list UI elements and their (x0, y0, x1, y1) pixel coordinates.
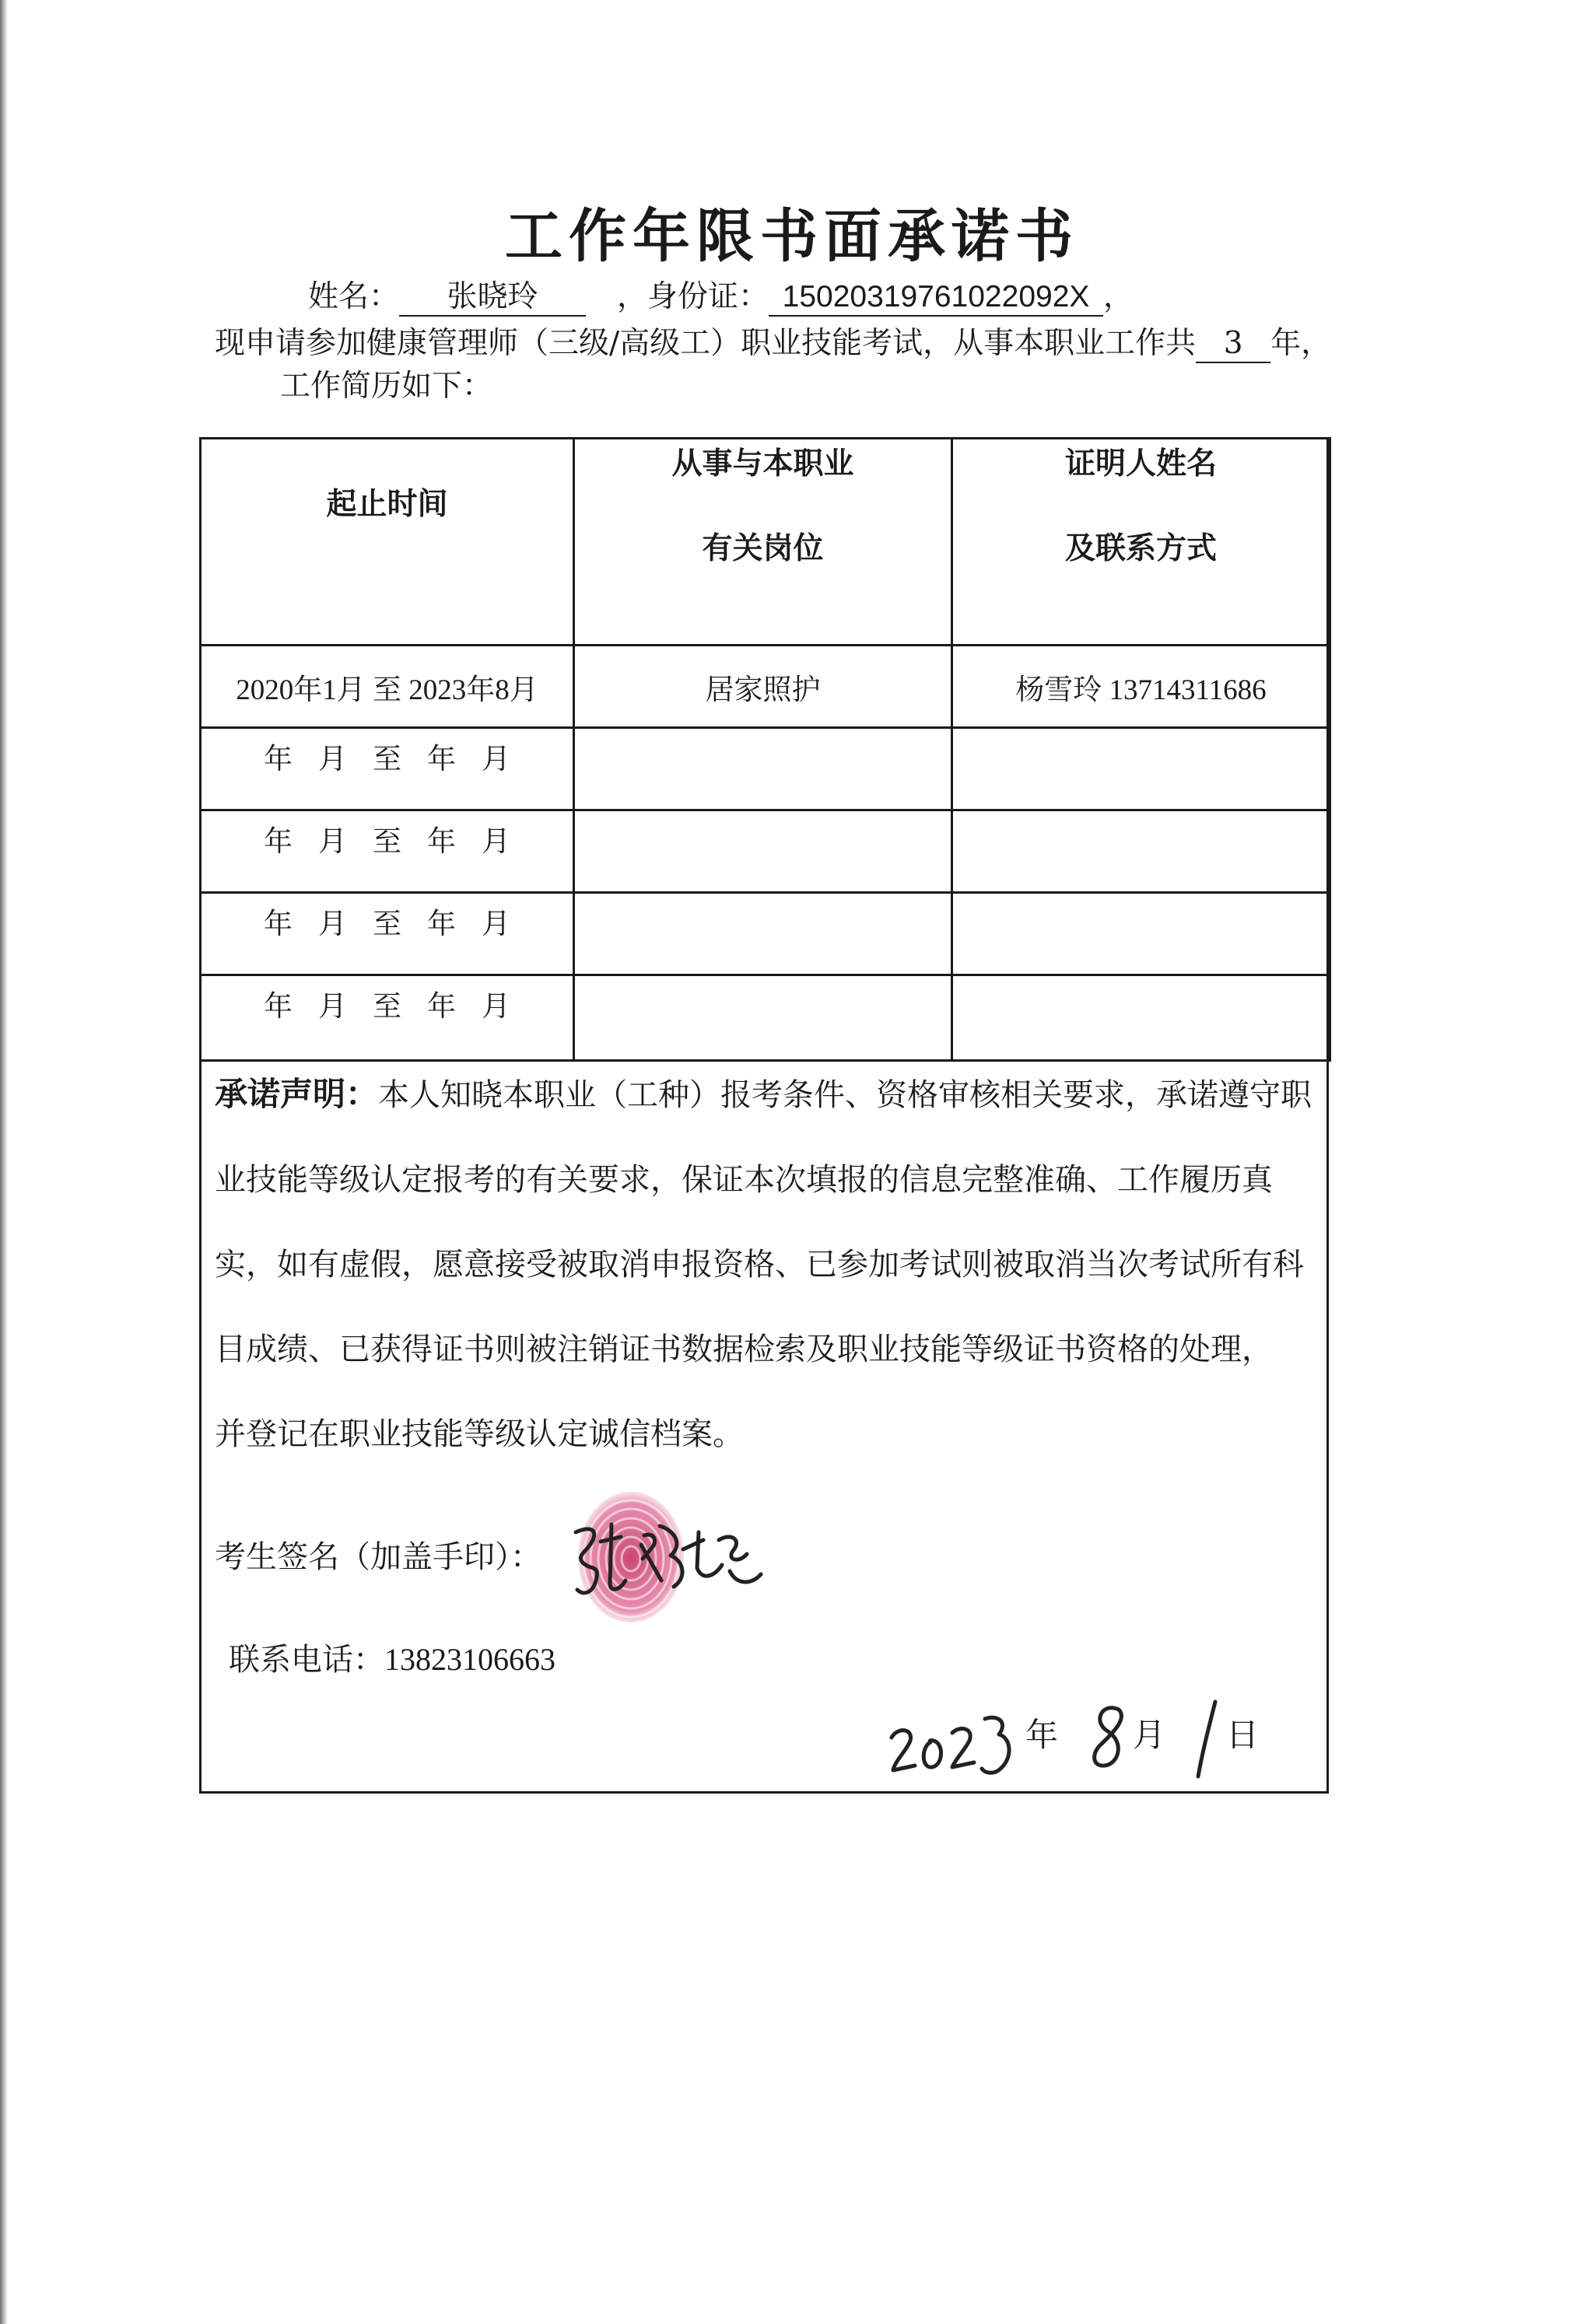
header-position-line1: 从事与本职业 (671, 446, 854, 481)
phone-value: 13823106663 (384, 1642, 555, 1677)
month-start: 月 (318, 824, 347, 858)
phone-line (229, 1635, 555, 1679)
to-label: 至 (373, 989, 401, 1023)
month-end: 月 (482, 989, 510, 1023)
month-start: 月 (318, 989, 347, 1023)
header-witness-line1: 证明人姓名 (1064, 446, 1217, 481)
apply-text-before: 现申请参加健康管理师（三级/高级工）职业技能考试，从事本职业工作共 (215, 326, 1197, 361)
month-end: 月 (482, 824, 510, 858)
signature-label: 考生签名（加盖手印）： (215, 1539, 541, 1575)
resume-intro: 工作简历如下： (280, 369, 493, 404)
year-start: 年 (264, 989, 293, 1023)
year-start: 年 (264, 742, 293, 775)
commitment-body: 本人知晓本职业（工种）报考条件、资格审核相关要求，承诺遵守职业技能等级认定报考的有关要求，保证本次填报的信息完整准确、工作履历真实，如有虚假，愿意接受被取消申报资格、已参加考试则被取消当次考试所有科目成绩、已获得证书则被注销证书数据检索及职业技能等级证书资格的处理， 并登记在职业技能等级认定诚信档案。 (215, 1077, 1312, 1452)
id-suffix: ， (1103, 279, 1134, 314)
name-label: 姓名： (308, 279, 400, 314)
year-start: 年 (264, 907, 293, 940)
month-end: 月 (482, 742, 510, 775)
name-value: 张晓玲 (399, 280, 586, 317)
row-period: 2020年1月 至 2023年8月 (201, 646, 574, 728)
year-start: 年 (264, 824, 293, 858)
row-position: 居家照护 (574, 646, 952, 728)
date-line (887, 1696, 1291, 1789)
page-edge-shadow (0, 0, 8, 2324)
year-end: 年 (427, 907, 456, 940)
handwritten-day (1186, 1696, 1225, 1781)
handwritten-year (887, 1703, 1019, 1789)
commitment-lead: 承诺声明： (215, 1075, 379, 1113)
day-char: 日 (1226, 1716, 1260, 1754)
header-period: 起止时间 (201, 439, 574, 646)
handwritten-month (1085, 1699, 1139, 1776)
year-end: 年 (427, 824, 456, 858)
apply-text-after: 年， (1270, 326, 1332, 361)
handwritten-signature (566, 1509, 769, 1618)
year-char: 年 (1025, 1716, 1059, 1754)
month-start: 月 (318, 742, 347, 775)
document-title: 工作年限书面承诺书 (505, 203, 1079, 270)
month-end: 月 (482, 907, 510, 940)
id-value: 15020319761022092X (769, 280, 1103, 317)
to-label: 至 (373, 824, 401, 858)
header-position-line2: 有关岗位 (702, 530, 824, 566)
header-witness-line2: 及联系方式 (1064, 530, 1217, 566)
row-witness: 杨雪玲 13714311686 (952, 646, 1330, 728)
apply-line (215, 319, 1331, 363)
id-label: ，身份证： (617, 279, 769, 314)
to-label: 至 (373, 742, 401, 775)
month-char: 月 (1133, 1716, 1166, 1754)
years-value: 3 (1196, 327, 1270, 363)
phone-label: 联系电话： (229, 1642, 384, 1678)
name-id-line (308, 272, 1134, 317)
year-end: 年 (427, 989, 456, 1023)
commitment-statement (215, 1052, 1312, 1477)
to-label: 至 (373, 907, 401, 940)
year-end: 年 (427, 742, 456, 775)
month-start: 月 (318, 907, 347, 940)
